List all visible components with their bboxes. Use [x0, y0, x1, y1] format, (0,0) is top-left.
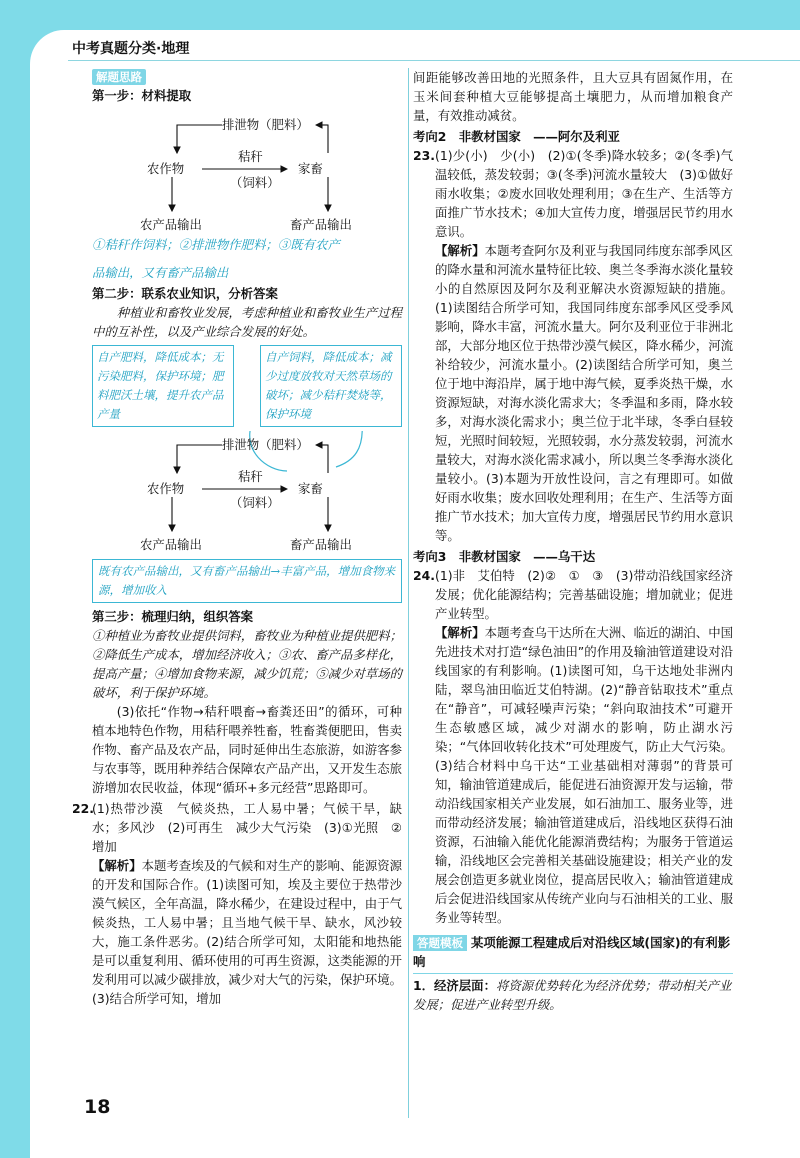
flow-diagram-1: [92, 107, 402, 255]
node-livestock-output-2: 畜产品输出: [290, 537, 352, 552]
right-column: [413, 68, 733, 1014]
answer-template: [413, 933, 733, 974]
q24-analysis: [413, 623, 733, 927]
q23-analysis-label: 【解析】: [435, 243, 485, 258]
node-crops: 农作物: [147, 161, 185, 176]
hand-box-left: 自产肥料，降低成本；无污染肥料，保护环境；肥料肥沃土壤，提升农产品产量: [92, 345, 234, 427]
q23: [413, 146, 733, 241]
node-crops-2: 农作物: [147, 481, 185, 496]
diagram-annotation-2: 品输出，又有畜产品输出: [92, 265, 229, 280]
node-crop-output: 农产品输出: [140, 217, 202, 232]
node-manure-2: 排泄物（肥料）: [222, 437, 309, 452]
q22-answer: (1)热带沙漠 气候炎热，工人易中暑；气候干旱，缺水；多风沙 (2)可再生 减少大气污染 (3)①光照 ②增加: [92, 801, 402, 854]
running-header: 中考真题分类·地理: [72, 41, 190, 57]
step2-text: 种植业和畜牧业发展，考虑种植业和畜牧业生产过程中的互补性，以及产业综合发展的好处。: [92, 305, 402, 339]
hand-box-wide: 既有农产品输出，又有畜产品输出→丰富产品，增加食物来源，增加收入: [92, 559, 402, 603]
answer-template-tag: 答题模板: [413, 935, 467, 951]
page-number: 18: [84, 1096, 111, 1118]
q23-answer: (1)少(小) 少(小) (2)①(冬季)降水较多；②(冬季)气温较低，蒸发较弱；③(冬季)河流水量较大 (3)①做好雨水收集；②废水回收处理利用；③在生产、生活等方面推广节水技术；④加大宣传力度，增强居民节约用水意识。: [435, 148, 733, 239]
hand-box-right: 自产饲料，降低成本；减少过度放牧对天然草场的破坏；减少秸秆焚烧等，保护环境: [260, 345, 402, 427]
left-column: [72, 67, 403, 1008]
direction3-heading: 考向3 非教材国家 ——乌干达: [413, 549, 596, 564]
node-livestock-2: 家畜: [298, 481, 323, 496]
node-straw-2: 秸秆: [238, 469, 263, 484]
flow-diagram-2: [92, 431, 402, 557]
q22-analysis-label: 【解析】: [92, 858, 142, 873]
answer-template-title: 某项能源工程建成后对沿线区域(国家)的有利影响: [413, 935, 731, 969]
template-item-1-label: 1．经济层面：: [413, 978, 496, 993]
q24-number: 24.: [413, 568, 435, 583]
node-straw: 秸秆: [238, 149, 263, 164]
template-item-1: [413, 976, 733, 1014]
node-crop-output-2: 农产品输出: [140, 537, 202, 552]
q24: [413, 566, 733, 623]
step3-para: (3)依托“作物→秸秆喂畜→畜粪还田”的循环，可种植本地特色作物，用秸秆喂养牲畜，牲畜粪便肥田，售卖作物、畜产品及农产品，同时延伸出生态旅游，如游客参与农事等，既用种养结合保障农产品产出，又开发生态旅游增加农民收益，体现“循环+多元经营”思路即可。: [92, 704, 402, 795]
q22-analysis-text: 本题考查埃及的气候和对生产的影响、能源资源的开发和国际合作。(1)读图可知，埃及主要位于热带沙漠气候区，全年高温，降水稀少，在建设过程中，由于气候炎热，工人易中暑；且当地气候干旱、缺水，风沙较大，施工条件恶劣。(2)结合所学可知，太阳能和地热能是可以重复利用、循环使用的可再生资源，这类能源的开发利用可以减少碳排放，减少对大气的污染，保护环境。(3)结合所学可知，增加: [92, 858, 403, 1006]
column-divider: [408, 68, 409, 1118]
step2-heading: 第二步：联系农业知识，分析答案: [92, 286, 278, 301]
header-rule: [68, 60, 800, 61]
step1-heading: 第一步：材料提取: [92, 88, 192, 103]
q23-number: 23.: [413, 148, 435, 163]
step3-heading: 第三步：梳理归纳，组织答案: [92, 609, 254, 624]
solution-idea-tag: 解题思路: [92, 69, 146, 85]
direction2-heading: 考向2 非教材国家 ——阿尔及利亚: [413, 129, 620, 144]
q24-analysis-label: 【解析】: [435, 625, 485, 640]
q22-number: 22.: [72, 801, 94, 816]
q22-analysis-cont: 间距能够改善田地的光照条件，且大豆具有固氮作用，在玉米间套种植大豆能够提高土壤肥力，从而增加粮食产量，有效推动减贫。: [413, 70, 733, 123]
template-item-1-text: 将资源优势转化为经济优势；带动相关产业发展；促进产业转型升级。: [413, 978, 732, 1012]
q24-answer: (1)非 艾伯特 (2)② ① ③ (3)带动沿线国家经济发展；优化能源结构；完善基础设施；增加就业；促进产业转型。: [435, 568, 733, 621]
step3-text: ①种植业为畜牧业提供饲料，畜牧业为种植业提供肥料；②降低生产成本，增加经济收入；③农、畜产品多样化，提高产量；④增加食物来源，减少饥荒；⑤减少对草场的破坏，利于保护环境。: [92, 628, 402, 700]
node-fodder-2: （饲料）: [230, 495, 280, 510]
node-livestock-output: 畜产品输出: [290, 217, 352, 232]
q23-analysis-text: 本题考查阿尔及利亚与我国同纬度东部季风区的降水量和河流水量特征比较、奥兰冬季海水淡化量较小的自然原因及阿尔及利亚解决水资源短缺的措施。(1)读图结合所学可知，我国同纬度东部季风区受季风影响，降水丰富，河流水量大。阿尔及利亚位于非洲北部，大部分地区位于热带沙漠气候区，降水稀少，河流补给较少，河流水量小。(2)读图结合所学可知，奥兰位于地中海沿岸，属于地中海气候，夏季炎热干燥，水资源短缺，对海水淡化需求大；冬季温和多雨，降水较多，对海水淡化需求小；奥兰位于北半球，冬季白昼较短，光照时间较短，光照较弱，水分蒸发较弱，河流水量较大，对海水淡化需求减小，所以奥兰冬季海水淡化量较小。(3)本题为开放性设问，言之有理即可。如做好雨水收集；废水回收处理利用；在生产、生活等方面推广节水技术；加大宣传力度，增强居民节约用水意识等。: [435, 243, 734, 543]
q22-analysis: [92, 856, 402, 1008]
node-manure: 排泄物（肥料）: [222, 117, 309, 132]
hand-boxes: [92, 345, 402, 427]
q22: [72, 799, 402, 856]
q23-analysis: [413, 241, 733, 545]
node-fodder: （饲料）: [230, 175, 280, 190]
node-livestock: 家畜: [298, 161, 323, 176]
diagram-annotation: ①秸秆作饲料；②排泄物作肥料；③既有农产: [92, 237, 340, 252]
q24-analysis-text: 本题考查乌干达所在大洲、临近的湖泊、中国先进技术对打造“绿色油田”的作用及输油管道建设对沿线国家的有利影响。(1)读图可知，乌干达地处非洲内陆，翠鸟油田临近艾伯特湖。(2)“静音钻取技术”重点在“静音”，可减轻噪声污染；“斜向取油技术”可避开生态敏感区域，减少对湖水的影响，防止湖水污染；“气体回收转化技术”可处理废气，防止大气污染。(3)结合材料中乌干达“工业基础相对薄弱”的背景可知，输油管道建成后，能促进石油资源开发与运输，带动沿线国家相关产业发展，如石油加工、服务业等，进而带动经济发展；输油管道建成后，沿线地区获得石油资源，石油输入能优化能源消费结构；为服务于管道运输，沿线地区会完善相关基础设施建设；相关产业的发展会创造更多就业岗位，提高居民收入；输油管道建成后会促进沿线国家从传统产业向与石油相关的工业、服务业等转型。: [435, 625, 734, 925]
